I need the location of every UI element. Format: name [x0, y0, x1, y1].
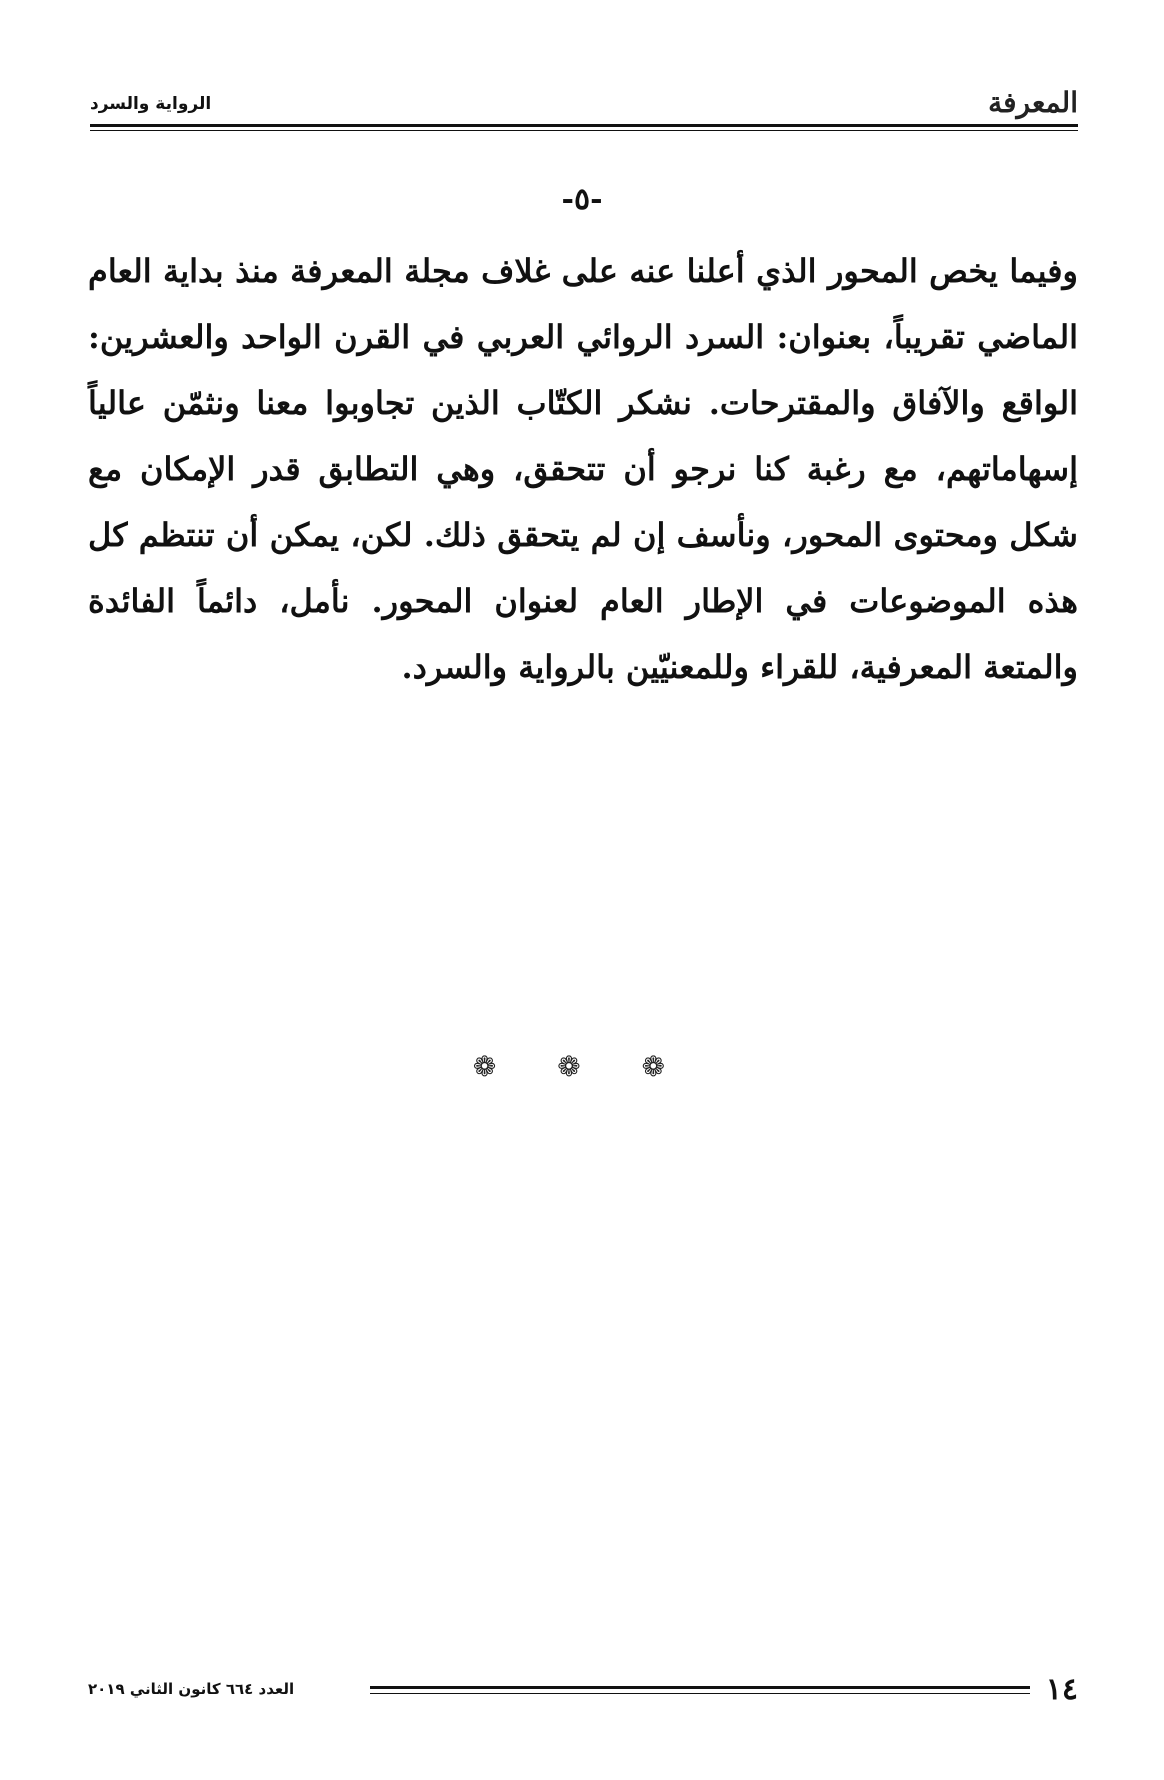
footer-rule	[370, 1686, 1030, 1694]
flower-ornament-icon: ❁	[472, 1050, 523, 1083]
page-footer	[70, 1672, 1080, 1712]
running-title: الرواية والسرد	[90, 94, 212, 114]
flower-ornament-icon: ❁	[641, 1050, 692, 1083]
issue-info: العدد ٦٦٤ كانون الثاني ٢٠١٩	[88, 1680, 295, 1698]
header-rule	[90, 124, 1078, 131]
section-divider-ornaments	[0, 1050, 1164, 1083]
section-number: -٥-	[561, 182, 603, 217]
page-header	[90, 80, 1078, 124]
flower-ornament-icon: ❁	[557, 1050, 607, 1083]
page-number: ١٤	[1045, 1672, 1078, 1707]
magazine-logo: المعرفة	[988, 86, 1078, 119]
article-paragraph: وفيما يخص المحور الذي أعلنا عنه على غلاف مجلة المعرفة منذ بداية العام الماضي تقريباً، بعنوان: السرد الروائي العربي في القرن الواحد والعشرين: الواقع والآفاق والمقترحات. نشكر الكتّاب الذين تجاوبوا معنا ونثمّن عالياً إسهاماتهم، مع رغبة كنا نرجو أن تتحقق، وهي التطابق قدر الإمكان مع شكل ومحتوى المحور، ونأسف إن لم يتحقق ذلك. لكن، يمكن أن تنتظم كل هذه الموضوعات في الإطار العام لعنوان المحور. نأمل، دائماً الفائدة والمتعة المعرفية، للقراء وللمعنيّين بالرواية والسرد.	[88, 252, 1078, 686]
